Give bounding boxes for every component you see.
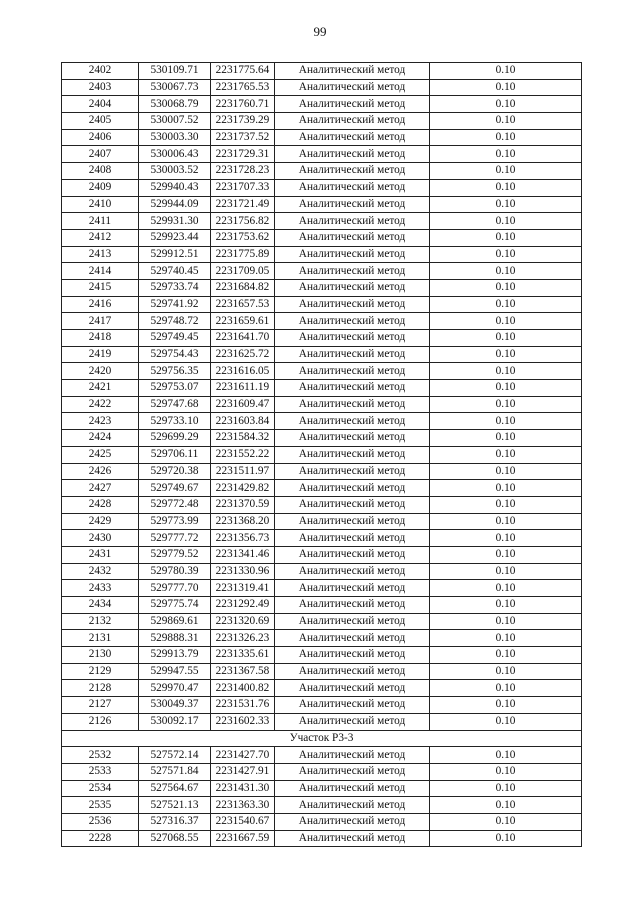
y-coordinate-cell: 2231737.52 — [211, 129, 275, 146]
method-cell: Аналитический метод — [275, 830, 430, 847]
accuracy-cell: 0.10 — [430, 213, 582, 230]
x-coordinate-cell: 529741.92 — [139, 296, 211, 313]
accuracy-cell: 0.10 — [430, 546, 582, 563]
table-row — [62, 179, 582, 196]
x-coordinate-cell: 527571.84 — [139, 763, 211, 780]
method-cell: Аналитический метод — [275, 546, 430, 563]
accuracy-cell: 0.10 — [430, 380, 582, 397]
point-number-cell: 2429 — [62, 513, 139, 530]
x-coordinate-cell: 529888.31 — [139, 630, 211, 647]
y-coordinate-cell: 2231400.82 — [211, 680, 275, 697]
point-number-cell: 2426 — [62, 463, 139, 480]
y-coordinate-cell: 2231431.30 — [211, 780, 275, 797]
y-coordinate-cell: 2231728.23 — [211, 163, 275, 180]
point-number-cell: 2422 — [62, 396, 139, 413]
method-cell: Аналитический метод — [275, 463, 430, 480]
table-row — [62, 630, 582, 647]
y-coordinate-cell: 2231427.91 — [211, 763, 275, 780]
table-row — [62, 296, 582, 313]
point-number-cell: 2412 — [62, 229, 139, 246]
y-coordinate-cell: 2231320.69 — [211, 613, 275, 630]
table-row — [62, 480, 582, 497]
table-row — [62, 196, 582, 213]
y-coordinate-cell: 2231584.32 — [211, 430, 275, 447]
y-coordinate-cell: 2231684.82 — [211, 279, 275, 296]
table-row — [62, 496, 582, 513]
accuracy-cell: 0.10 — [430, 780, 582, 797]
table-row — [62, 263, 582, 280]
table-row — [62, 380, 582, 397]
accuracy-cell: 0.10 — [430, 513, 582, 530]
accuracy-cell: 0.10 — [430, 496, 582, 513]
y-coordinate-cell: 2231641.70 — [211, 330, 275, 347]
accuracy-cell: 0.10 — [430, 179, 582, 196]
point-number-cell: 2532 — [62, 747, 139, 764]
table-row — [62, 813, 582, 830]
method-cell: Аналитический метод — [275, 797, 430, 814]
point-number-cell: 2431 — [62, 546, 139, 563]
accuracy-cell: 0.10 — [430, 129, 582, 146]
x-coordinate-cell: 529940.43 — [139, 179, 211, 196]
method-cell: Аналитический метод — [275, 346, 430, 363]
x-coordinate-cell: 530003.52 — [139, 163, 211, 180]
y-coordinate-cell: 2231427.70 — [211, 747, 275, 764]
point-number-cell: 2434 — [62, 597, 139, 614]
point-number-cell: 2413 — [62, 246, 139, 263]
x-coordinate-cell: 530003.30 — [139, 129, 211, 146]
accuracy-cell: 0.10 — [430, 430, 582, 447]
table-row — [62, 713, 582, 730]
method-cell: Аналитический метод — [275, 580, 430, 597]
x-coordinate-cell: 530006.43 — [139, 146, 211, 163]
accuracy-cell: 0.10 — [430, 463, 582, 480]
y-coordinate-cell: 2231603.84 — [211, 413, 275, 430]
table-row — [62, 747, 582, 764]
y-coordinate-cell: 2231657.53 — [211, 296, 275, 313]
table-row — [62, 229, 582, 246]
x-coordinate-cell: 530068.79 — [139, 96, 211, 113]
table-row — [62, 346, 582, 363]
point-number-cell: 2406 — [62, 129, 139, 146]
point-number-cell: 2433 — [62, 580, 139, 597]
coordinates-table — [61, 62, 582, 847]
y-coordinate-cell: 2231765.53 — [211, 79, 275, 96]
method-cell: Аналитический метод — [275, 446, 430, 463]
table-row — [62, 580, 582, 597]
point-number-cell: 2415 — [62, 279, 139, 296]
x-coordinate-cell: 529740.45 — [139, 263, 211, 280]
point-number-cell: 2409 — [62, 179, 139, 196]
table-row — [62, 163, 582, 180]
accuracy-cell: 0.10 — [430, 530, 582, 547]
point-number-cell: 2404 — [62, 96, 139, 113]
y-coordinate-cell: 2231552.22 — [211, 446, 275, 463]
table-row — [62, 613, 582, 630]
y-coordinate-cell: 2231739.29 — [211, 113, 275, 130]
accuracy-cell: 0.10 — [430, 563, 582, 580]
y-coordinate-cell: 2231540.67 — [211, 813, 275, 830]
x-coordinate-cell: 529756.35 — [139, 363, 211, 380]
method-cell: Аналитический метод — [275, 229, 430, 246]
table-row — [62, 246, 582, 263]
method-cell: Аналитический метод — [275, 563, 430, 580]
method-cell: Аналитический метод — [275, 163, 430, 180]
table-row — [62, 129, 582, 146]
point-number-cell: 2533 — [62, 763, 139, 780]
accuracy-cell: 0.10 — [430, 313, 582, 330]
point-number-cell: 2414 — [62, 263, 139, 280]
method-cell: Аналитический метод — [275, 113, 430, 130]
x-coordinate-cell: 530092.17 — [139, 713, 211, 730]
y-coordinate-cell: 2231616.05 — [211, 363, 275, 380]
point-number-cell: 2402 — [62, 63, 139, 80]
accuracy-cell: 0.10 — [430, 663, 582, 680]
point-number-cell: 2411 — [62, 213, 139, 230]
x-coordinate-cell: 529706.11 — [139, 446, 211, 463]
table-row — [62, 530, 582, 547]
point-number-cell: 2410 — [62, 196, 139, 213]
table-row — [62, 79, 582, 96]
table-row — [62, 563, 582, 580]
point-number-cell: 2408 — [62, 163, 139, 180]
method-cell: Аналитический метод — [275, 263, 430, 280]
accuracy-cell: 0.10 — [430, 446, 582, 463]
y-coordinate-cell: 2231667.59 — [211, 830, 275, 847]
table-row — [62, 830, 582, 847]
x-coordinate-cell: 529749.67 — [139, 480, 211, 497]
y-coordinate-cell: 2231292.49 — [211, 597, 275, 614]
x-coordinate-cell: 529748.72 — [139, 313, 211, 330]
point-number-cell: 2423 — [62, 413, 139, 430]
page-number: 99 — [313, 24, 327, 39]
x-coordinate-cell: 529699.29 — [139, 430, 211, 447]
x-coordinate-cell: 529944.09 — [139, 196, 211, 213]
accuracy-cell: 0.10 — [430, 163, 582, 180]
table-row — [62, 663, 582, 680]
point-number-cell: 2417 — [62, 313, 139, 330]
y-coordinate-cell: 2231363.30 — [211, 797, 275, 814]
x-coordinate-cell: 529780.39 — [139, 563, 211, 580]
table-row — [62, 213, 582, 230]
x-coordinate-cell: 529923.44 — [139, 229, 211, 246]
y-coordinate-cell: 2231659.61 — [211, 313, 275, 330]
x-coordinate-cell: 529773.99 — [139, 513, 211, 530]
accuracy-cell: 0.10 — [430, 747, 582, 764]
method-cell: Аналитический метод — [275, 663, 430, 680]
point-number-cell: 2534 — [62, 780, 139, 797]
point-number-cell: 2418 — [62, 330, 139, 347]
accuracy-cell: 0.10 — [430, 346, 582, 363]
y-coordinate-cell: 2231367.58 — [211, 663, 275, 680]
x-coordinate-cell: 529754.43 — [139, 346, 211, 363]
y-coordinate-cell: 2231511.97 — [211, 463, 275, 480]
accuracy-cell: 0.10 — [430, 229, 582, 246]
accuracy-cell: 0.10 — [430, 413, 582, 430]
y-coordinate-cell: 2231775.64 — [211, 63, 275, 80]
accuracy-cell: 0.10 — [430, 96, 582, 113]
x-coordinate-cell: 529970.47 — [139, 680, 211, 697]
table-row — [62, 413, 582, 430]
accuracy-cell: 0.10 — [430, 279, 582, 296]
method-cell: Аналитический метод — [275, 697, 430, 714]
accuracy-cell: 0.10 — [430, 63, 582, 80]
point-number-cell: 2432 — [62, 563, 139, 580]
accuracy-cell: 0.10 — [430, 330, 582, 347]
y-coordinate-cell: 2231368.20 — [211, 513, 275, 530]
table-row — [62, 113, 582, 130]
y-coordinate-cell: 2231326.23 — [211, 630, 275, 647]
method-cell: Аналитический метод — [275, 530, 430, 547]
method-cell: Аналитический метод — [275, 630, 430, 647]
point-number-cell: 2425 — [62, 446, 139, 463]
y-coordinate-cell: 2231330.96 — [211, 563, 275, 580]
table-row — [62, 546, 582, 563]
method-cell: Аналитический метод — [275, 380, 430, 397]
accuracy-cell: 0.10 — [430, 813, 582, 830]
accuracy-cell: 0.10 — [430, 580, 582, 597]
x-coordinate-cell: 529720.38 — [139, 463, 211, 480]
table-row — [62, 680, 582, 697]
accuracy-cell: 0.10 — [430, 613, 582, 630]
y-coordinate-cell: 2231729.31 — [211, 146, 275, 163]
point-number-cell: 2130 — [62, 647, 139, 664]
accuracy-cell: 0.10 — [430, 480, 582, 497]
accuracy-cell: 0.10 — [430, 597, 582, 614]
point-number-cell: 2403 — [62, 79, 139, 96]
y-coordinate-cell: 2231356.73 — [211, 530, 275, 547]
method-cell: Аналитический метод — [275, 146, 430, 163]
y-coordinate-cell: 2231531.76 — [211, 697, 275, 714]
y-coordinate-cell: 2231625.72 — [211, 346, 275, 363]
x-coordinate-cell: 529869.61 — [139, 613, 211, 630]
accuracy-cell: 0.10 — [430, 830, 582, 847]
point-number-cell: 2131 — [62, 630, 139, 647]
point-number-cell: 2424 — [62, 430, 139, 447]
y-coordinate-cell: 2231319.41 — [211, 580, 275, 597]
x-coordinate-cell: 529912.51 — [139, 246, 211, 263]
x-coordinate-cell: 529777.72 — [139, 530, 211, 547]
y-coordinate-cell: 2231611.19 — [211, 380, 275, 397]
y-coordinate-cell: 2231707.33 — [211, 179, 275, 196]
x-coordinate-cell: 529733.10 — [139, 413, 211, 430]
method-cell: Аналитический метод — [275, 330, 430, 347]
x-coordinate-cell: 529947.55 — [139, 663, 211, 680]
point-number-cell: 2416 — [62, 296, 139, 313]
method-cell: Аналитический метод — [275, 747, 430, 764]
x-coordinate-cell: 527564.67 — [139, 780, 211, 797]
method-cell: Аналитический метод — [275, 647, 430, 664]
point-number-cell: 2420 — [62, 363, 139, 380]
point-number-cell: 2407 — [62, 146, 139, 163]
x-coordinate-cell: 530007.52 — [139, 113, 211, 130]
method-cell: Аналитический метод — [275, 430, 430, 447]
table-row — [62, 446, 582, 463]
point-number-cell: 2427 — [62, 480, 139, 497]
method-cell: Аналитический метод — [275, 680, 430, 697]
accuracy-cell: 0.10 — [430, 79, 582, 96]
accuracy-cell: 0.10 — [430, 113, 582, 130]
x-coordinate-cell: 530109.71 — [139, 63, 211, 80]
method-cell: Аналитический метод — [275, 780, 430, 797]
accuracy-cell: 0.10 — [430, 296, 582, 313]
table-row — [62, 797, 582, 814]
y-coordinate-cell: 2231721.49 — [211, 196, 275, 213]
accuracy-cell: 0.10 — [430, 647, 582, 664]
point-number-cell: 2428 — [62, 496, 139, 513]
table-row — [62, 146, 582, 163]
table-row — [62, 697, 582, 714]
method-cell: Аналитический метод — [275, 597, 430, 614]
accuracy-cell: 0.10 — [430, 763, 582, 780]
accuracy-cell: 0.10 — [430, 263, 582, 280]
x-coordinate-cell: 529772.48 — [139, 496, 211, 513]
table-row — [62, 647, 582, 664]
y-coordinate-cell: 2231429.82 — [211, 480, 275, 497]
accuracy-cell: 0.10 — [430, 146, 582, 163]
method-cell: Аналитический метод — [275, 363, 430, 380]
x-coordinate-cell: 529753.07 — [139, 380, 211, 397]
point-number-cell: 2419 — [62, 346, 139, 363]
point-number-cell: 2126 — [62, 713, 139, 730]
table-row — [62, 763, 582, 780]
accuracy-cell: 0.10 — [430, 697, 582, 714]
y-coordinate-cell: 2231709.05 — [211, 263, 275, 280]
x-coordinate-cell: 529779.52 — [139, 546, 211, 563]
accuracy-cell: 0.10 — [430, 246, 582, 263]
accuracy-cell: 0.10 — [430, 630, 582, 647]
y-coordinate-cell: 2231609.47 — [211, 396, 275, 413]
section-header-row — [62, 730, 582, 747]
point-number-cell: 2129 — [62, 663, 139, 680]
point-number-cell: 2421 — [62, 380, 139, 397]
method-cell: Аналитический метод — [275, 96, 430, 113]
method-cell: Аналитический метод — [275, 296, 430, 313]
point-number-cell: 2128 — [62, 680, 139, 697]
table-row — [62, 313, 582, 330]
x-coordinate-cell: 529777.70 — [139, 580, 211, 597]
table-row — [62, 597, 582, 614]
table-row — [62, 63, 582, 80]
point-number-cell: 2132 — [62, 613, 139, 630]
x-coordinate-cell: 530067.73 — [139, 79, 211, 96]
table-row — [62, 430, 582, 447]
accuracy-cell: 0.10 — [430, 396, 582, 413]
accuracy-cell: 0.10 — [430, 680, 582, 697]
method-cell: Аналитический метод — [275, 179, 430, 196]
method-cell: Аналитический метод — [275, 79, 430, 96]
x-coordinate-cell: 527572.14 — [139, 747, 211, 764]
table-row — [62, 780, 582, 797]
method-cell: Аналитический метод — [275, 480, 430, 497]
accuracy-cell: 0.10 — [430, 713, 582, 730]
y-coordinate-cell: 2231602.33 — [211, 713, 275, 730]
table-row — [62, 363, 582, 380]
method-cell: Аналитический метод — [275, 613, 430, 630]
x-coordinate-cell: 529931.30 — [139, 213, 211, 230]
method-cell: Аналитический метод — [275, 513, 430, 530]
method-cell: Аналитический метод — [275, 413, 430, 430]
method-cell: Аналитический метод — [275, 279, 430, 296]
x-coordinate-cell: 529747.68 — [139, 396, 211, 413]
method-cell: Аналитический метод — [275, 313, 430, 330]
x-coordinate-cell: 529775.74 — [139, 597, 211, 614]
point-number-cell: 2536 — [62, 813, 139, 830]
x-coordinate-cell: 530049.37 — [139, 697, 211, 714]
method-cell: Аналитический метод — [275, 213, 430, 230]
x-coordinate-cell: 529733.74 — [139, 279, 211, 296]
point-number-cell: 2430 — [62, 530, 139, 547]
x-coordinate-cell: 529749.45 — [139, 330, 211, 347]
y-coordinate-cell: 2231370.59 — [211, 496, 275, 513]
coordinates-table-body — [62, 63, 582, 847]
y-coordinate-cell: 2231341.46 — [211, 546, 275, 563]
x-coordinate-cell: 529913.79 — [139, 647, 211, 664]
method-cell: Аналитический метод — [275, 63, 430, 80]
method-cell: Аналитический метод — [275, 129, 430, 146]
table-row — [62, 330, 582, 347]
table-row — [62, 513, 582, 530]
y-coordinate-cell: 2231335.61 — [211, 647, 275, 664]
accuracy-cell: 0.10 — [430, 797, 582, 814]
y-coordinate-cell: 2231753.62 — [211, 229, 275, 246]
table-row — [62, 463, 582, 480]
method-cell: Аналитический метод — [275, 396, 430, 413]
x-coordinate-cell: 527316.37 — [139, 813, 211, 830]
accuracy-cell: 0.10 — [430, 196, 582, 213]
y-coordinate-cell: 2231760.71 — [211, 96, 275, 113]
x-coordinate-cell: 527521.13 — [139, 797, 211, 814]
accuracy-cell: 0.10 — [430, 363, 582, 380]
method-cell: Аналитический метод — [275, 813, 430, 830]
y-coordinate-cell: 2231775.89 — [211, 246, 275, 263]
method-cell: Аналитический метод — [275, 763, 430, 780]
x-coordinate-cell: 527068.55 — [139, 830, 211, 847]
point-number-cell: 2127 — [62, 697, 139, 714]
y-coordinate-cell: 2231756.82 — [211, 213, 275, 230]
point-number-cell: 2405 — [62, 113, 139, 130]
method-cell: Аналитический метод — [275, 496, 430, 513]
point-number-cell: 2535 — [62, 797, 139, 814]
method-cell: Аналитический метод — [275, 713, 430, 730]
point-number-cell: 2228 — [62, 830, 139, 847]
section-title: Участок Р3-3 — [62, 730, 582, 747]
table-row — [62, 396, 582, 413]
table-row — [62, 96, 582, 113]
method-cell: Аналитический метод — [275, 196, 430, 213]
method-cell: Аналитический метод — [275, 246, 430, 263]
table-row — [62, 279, 582, 296]
